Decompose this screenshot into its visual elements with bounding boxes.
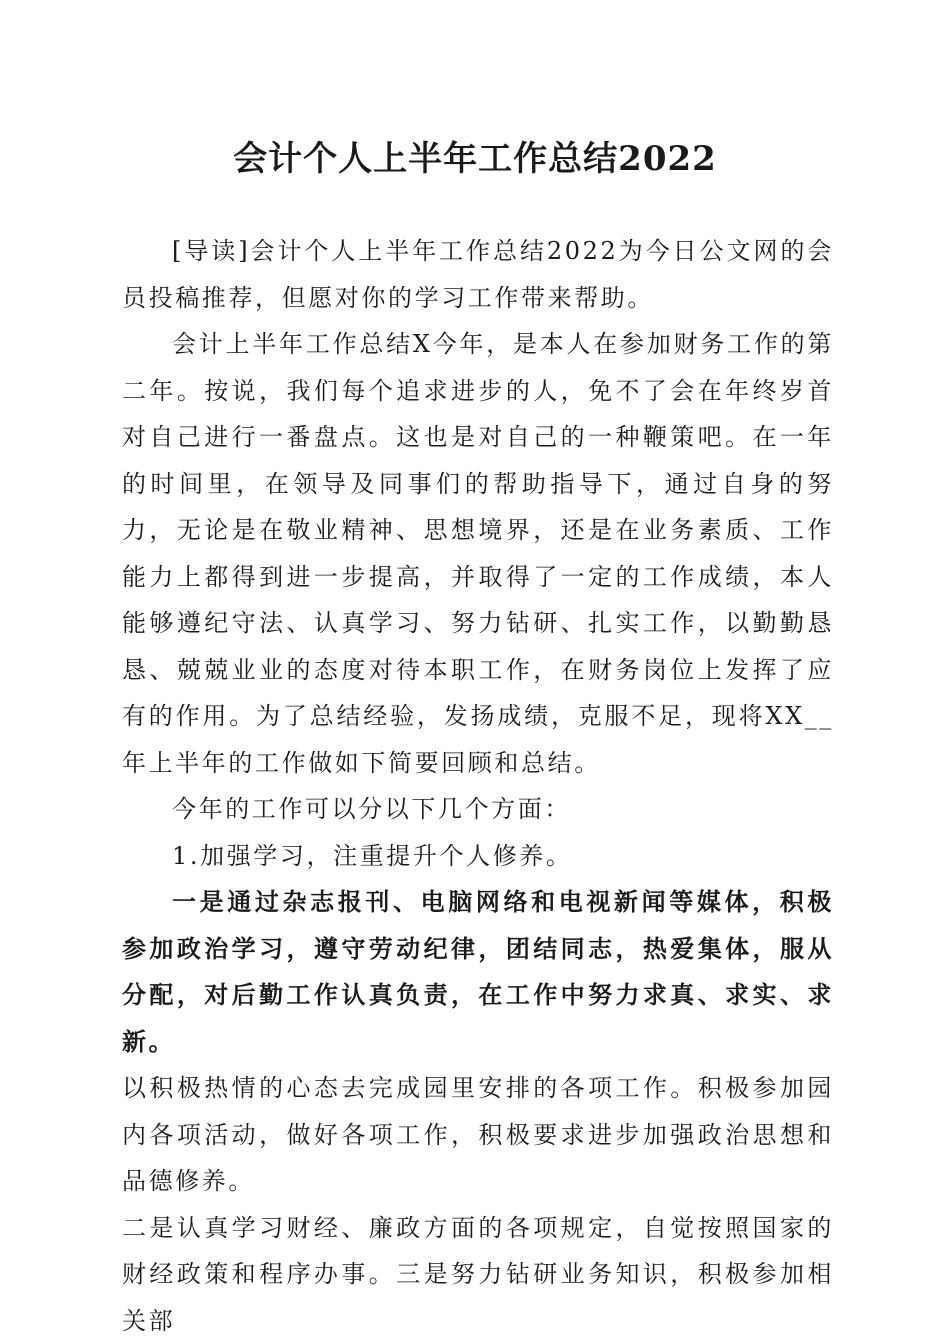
- paragraph-aspects: 今年的工作可以分以下几个方面：: [172, 795, 571, 823]
- document-body: [122, 228, 834, 1344]
- paragraph-overview: 会计上半年工作总结X今年，是本人在参加财务工作的第二年。按说，我们每个追求进步的人，免不了会在年终岁首对自己进行一番盘点。这也是对自己的一种鞭策吧。在一年的时间里，在领导及同事们的帮助指导下，通过自身的努力，无论是在敬业精神、思想境界，还是在业务素质、工作能力上都得到进一步提高，并取得了一定的工作成绩，本人能够遵纪守法、认真学习、努力钻研、扎实工作，以勤勤恳恳、兢兢业业的态度对待本职工作，在财务岗位上发挥了应有的作用。为了总结经验，发扬成绩，克服不足，现将XX__年上半年的工作做如下简要回顾和总结。: [122, 330, 834, 777]
- document-title: 会计个人上半年工作总结2022: [233, 139, 717, 179]
- paragraph-intro: [导读]会计个人上半年工作总结2022为今日公文网的会员投稿推荐，但愿对你的学习工作带来帮助。: [122, 237, 834, 312]
- paragraph-finance-rules: 二是认真学习财经、廉政方面的各项规定，自觉按照国家的财经政策和程序办事。三是努力钻研业务知识，积极参加相关部: [122, 1213, 834, 1335]
- paragraph-political-study: 一是通过杂志报刊、电脑网络和电视新闻等媒体，积极参加政治学习，遵守劳动纪律，团结同志，热爱集体，服从分配，对后勤工作认真负责，在工作中努力求真、求实、求新。: [122, 887, 834, 1056]
- paragraph-activities: 以积极热情的心态去完成园里安排的各项工作。积极参加园内各项活动，做好各项工作，积极要求进步加强政治思想和品德修养。: [122, 1074, 834, 1195]
- section-heading-study: 1.加强学习，注重提升个人修养。: [172, 841, 573, 870]
